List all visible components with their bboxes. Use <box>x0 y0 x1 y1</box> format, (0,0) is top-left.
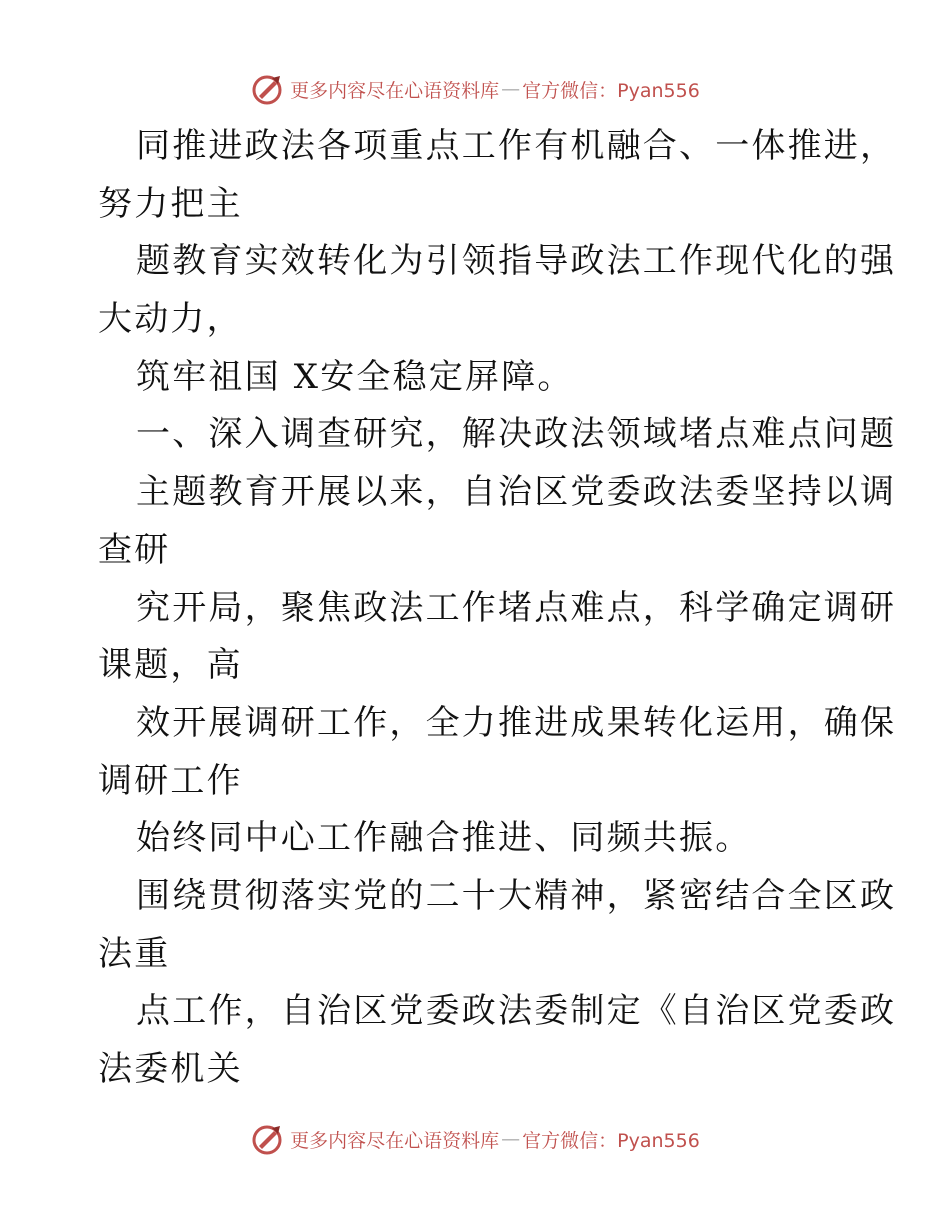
text-line: 大动力， <box>98 299 243 340</box>
quill-logo-icon <box>250 1122 284 1156</box>
banner-separator: — <box>501 78 521 100</box>
text-line: 究开局，聚焦政法工作堵点难点，科学确定调研 <box>136 587 897 628</box>
text-line: 努力把主 <box>98 183 243 224</box>
text-line: 法委机关 <box>98 1049 243 1089</box>
text-line: 同推进政法各项重点工作有机融合、一体推进， <box>136 126 897 166</box>
banner-main-text: 更多内容尽在心语资料库 <box>290 79 500 102</box>
document-body <box>98 118 897 1099</box>
banner-wechat-text: 官方微信：Pyan556 <box>522 79 700 102</box>
text-line: 查研 <box>98 529 171 570</box>
footer-banner <box>0 1122 950 1156</box>
text-line: 法重 <box>98 933 171 974</box>
text-line: 筑牢祖国 X安全稳定屏障。 <box>136 356 574 397</box>
header-banner <box>0 72 950 106</box>
text-line: 始终同中心工作融合推进、同频共振。 <box>136 818 752 859</box>
text-line: 课题，高 <box>98 645 243 686</box>
text-line: 调研工作 <box>98 760 243 801</box>
text-line: 效开展调研工作，全力推进成果转化运用，确保 <box>136 702 897 743</box>
text-line: 点工作，自治区党委政法委制定《自治区党委政 <box>136 991 897 1032</box>
banner-separator: — <box>501 1128 521 1150</box>
quill-logo-icon <box>250 72 284 106</box>
text-line: 主题教育开展以来，自治区党委政法委坚持以调 <box>136 472 897 513</box>
banner-main-text: 更多内容尽在心语资料库 <box>290 1129 500 1152</box>
text-line: 一、深入调查研究，解决政法领域堵点难点问题 <box>136 414 897 455</box>
text-line: 题教育实效转化为引领指导政法工作现代化的强 <box>136 241 897 282</box>
text-line: 围绕贯彻落实党的二十大精神，紧密结合全区政 <box>136 875 897 916</box>
banner-wechat-text: 官方微信：Pyan556 <box>522 1129 700 1152</box>
